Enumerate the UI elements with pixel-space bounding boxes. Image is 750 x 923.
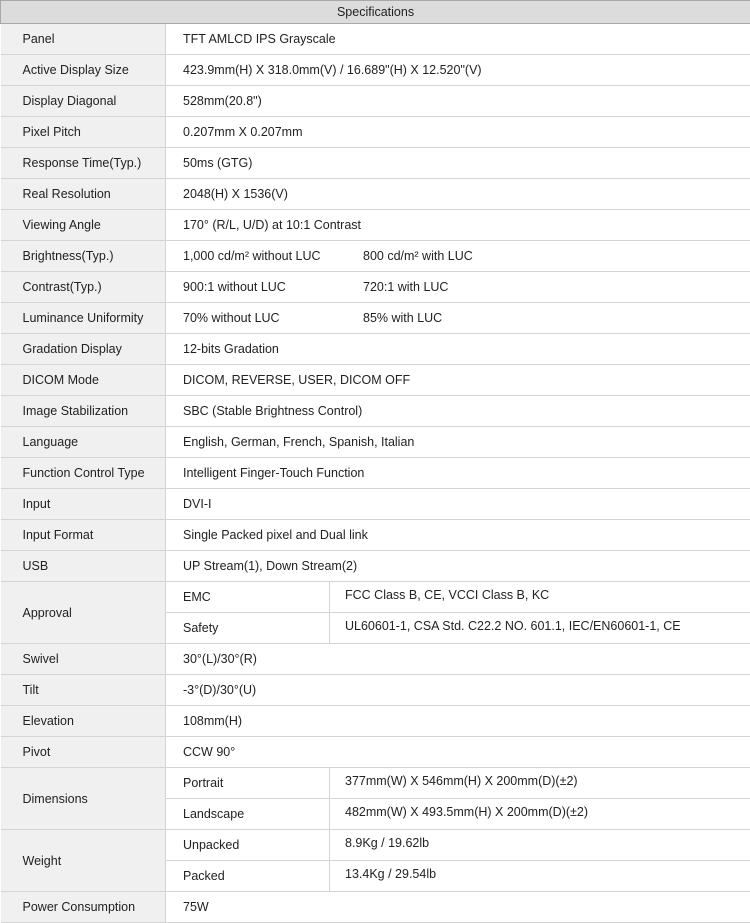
spec-label: Viewing Angle (1, 210, 166, 241)
spec-value (166, 272, 750, 303)
spec-value: -3°(D)/30°(U) (166, 675, 750, 706)
spec-value (330, 768, 750, 799)
spec-row-real-resolution (1, 179, 750, 210)
spec-value-a: 900:1 without LUC (183, 280, 286, 294)
spec-value (166, 303, 750, 334)
spec-label: Contrast(Typ.) (1, 272, 166, 303)
spec-value (330, 830, 750, 861)
spec-row-weight-unpacked (1, 830, 750, 861)
spec-sublabel: Safety (166, 613, 330, 644)
spec-label: Approval (1, 582, 166, 644)
spec-label: Function Control Type (1, 458, 166, 489)
spec-label: Pivot (1, 737, 166, 768)
spec-value: DVI-I (166, 489, 750, 520)
spec-row-gradation-display (1, 334, 750, 365)
spec-value: DICOM, REVERSE, USER, DICOM OFF (166, 365, 750, 396)
spec-label: Input (1, 489, 166, 520)
spec-row-tilt (1, 675, 750, 706)
spec-label: Dimensions (1, 768, 166, 830)
spec-label: Input Format (1, 520, 166, 551)
spec-label: Display Diagonal (1, 86, 166, 117)
spec-value: CCW 90° (166, 737, 750, 768)
spec-value-text: 13.4Kg / 29.54lb (345, 867, 437, 881)
spec-value-text: FCC Class B, CE, VCCI Class B, KC (345, 588, 550, 602)
spec-value: 2048(H) X 1536(V) (166, 179, 750, 210)
spec-label: DICOM Mode (1, 365, 166, 396)
spec-value-b: 720:1 with LUC (363, 280, 449, 294)
spec-row-input-format (1, 520, 750, 551)
spec-sublabel: Packed (166, 861, 330, 892)
spec-value-text: 482mm(W) X 493.5mm(H) X 200mm(D)(±2) (345, 805, 588, 819)
spec-row-elevation (1, 706, 750, 737)
spec-value-b: 85% with LUC (363, 311, 443, 325)
spec-label: Luminance Uniformity (1, 303, 166, 334)
spec-row-approval-emc (1, 582, 750, 613)
spec-row-function-control-type (1, 458, 750, 489)
spec-value: 528mm(20.8") (166, 86, 750, 117)
spec-label: Panel (1, 24, 166, 55)
spec-value: UP Stream(1), Down Stream(2) (166, 551, 750, 582)
spec-row-swivel (1, 644, 750, 675)
spec-label: Swivel (1, 644, 166, 675)
spec-row-viewing-angle (1, 210, 750, 241)
spec-value (330, 799, 750, 830)
spec-row-active-display-size (1, 55, 750, 86)
spec-value: 0.207mm X 0.207mm (166, 117, 750, 148)
spec-value: Single Packed pixel and Dual link (166, 520, 750, 551)
spec-label: Image Stabilization (1, 396, 166, 427)
spec-value-a: 1,000 cd/m² without LUC (183, 249, 321, 263)
spec-row-dicom-mode (1, 365, 750, 396)
spec-value: 75W (166, 892, 750, 923)
spec-value (166, 241, 750, 272)
spec-value-text: UL60601-1, CSA Std. C22.2 NO. 601.1, IEC/EN60601-1, CE (345, 619, 681, 633)
spec-value-text: 377mm(W) X 546mm(H) X 200mm(D)(±2) (345, 774, 578, 788)
spec-label: USB (1, 551, 166, 582)
spec-value: 170° (R/L, U/D) at 10:1 Contrast (166, 210, 750, 241)
spec-row-pivot (1, 737, 750, 768)
spec-label: Elevation (1, 706, 166, 737)
spec-value-text: 8.9Kg / 19.62lb (345, 836, 430, 850)
spec-value (330, 582, 750, 613)
spec-row-luminance-uniformity (1, 303, 750, 334)
spec-value: 12-bits Gradation (166, 334, 750, 365)
spec-value: Intelligent Finger-Touch Function (166, 458, 750, 489)
spec-sublabel: Unpacked (166, 830, 330, 861)
spec-sublabel: EMC (166, 582, 330, 613)
spec-row-image-stabilization (1, 396, 750, 427)
spec-value: English, German, French, Spanish, Italian (166, 427, 750, 458)
spec-value-a: 70% without LUC (183, 311, 280, 325)
spec-label: Active Display Size (1, 55, 166, 86)
spec-row-input (1, 489, 750, 520)
table-header: Specifications (1, 1, 750, 24)
spec-label: Response Time(Typ.) (1, 148, 166, 179)
spec-row-panel (1, 24, 750, 55)
spec-label: Language (1, 427, 166, 458)
spec-row-contrast-typ (1, 272, 750, 303)
spec-value: TFT AMLCD IPS Grayscale (166, 24, 750, 55)
spec-row-usb (1, 551, 750, 582)
spec-row-response-time-typ (1, 148, 750, 179)
spec-sublabel: Portrait (166, 768, 330, 799)
spec-value: SBC (Stable Brightness Control) (166, 396, 750, 427)
spec-row-power-consumption (1, 892, 750, 923)
spec-label: Power Consumption (1, 892, 166, 923)
spec-value-b: 800 cd/m² with LUC (363, 249, 473, 263)
spec-label: Gradation Display (1, 334, 166, 365)
spec-label: Pixel Pitch (1, 117, 166, 148)
spec-row-display-diagonal (1, 86, 750, 117)
spec-label: Brightness(Typ.) (1, 241, 166, 272)
spec-row-dimensions-portrait (1, 768, 750, 799)
spec-row-brightness-typ (1, 241, 750, 272)
spec-row-pixel-pitch (1, 117, 750, 148)
spec-label: Tilt (1, 675, 166, 706)
spec-value: 30°(L)/30°(R) (166, 644, 750, 675)
spec-label: Weight (1, 830, 166, 892)
spec-value: 50ms (GTG) (166, 148, 750, 179)
spec-value: 108mm(H) (166, 706, 750, 737)
spec-value (330, 613, 750, 644)
spec-row-language (1, 427, 750, 458)
spec-sublabel: Landscape (166, 799, 330, 830)
spec-value (330, 861, 750, 892)
spec-value: 423.9mm(H) X 318.0mm(V) / 16.689"(H) X 12.520"(V) (166, 55, 750, 86)
spec-label: Real Resolution (1, 179, 166, 210)
